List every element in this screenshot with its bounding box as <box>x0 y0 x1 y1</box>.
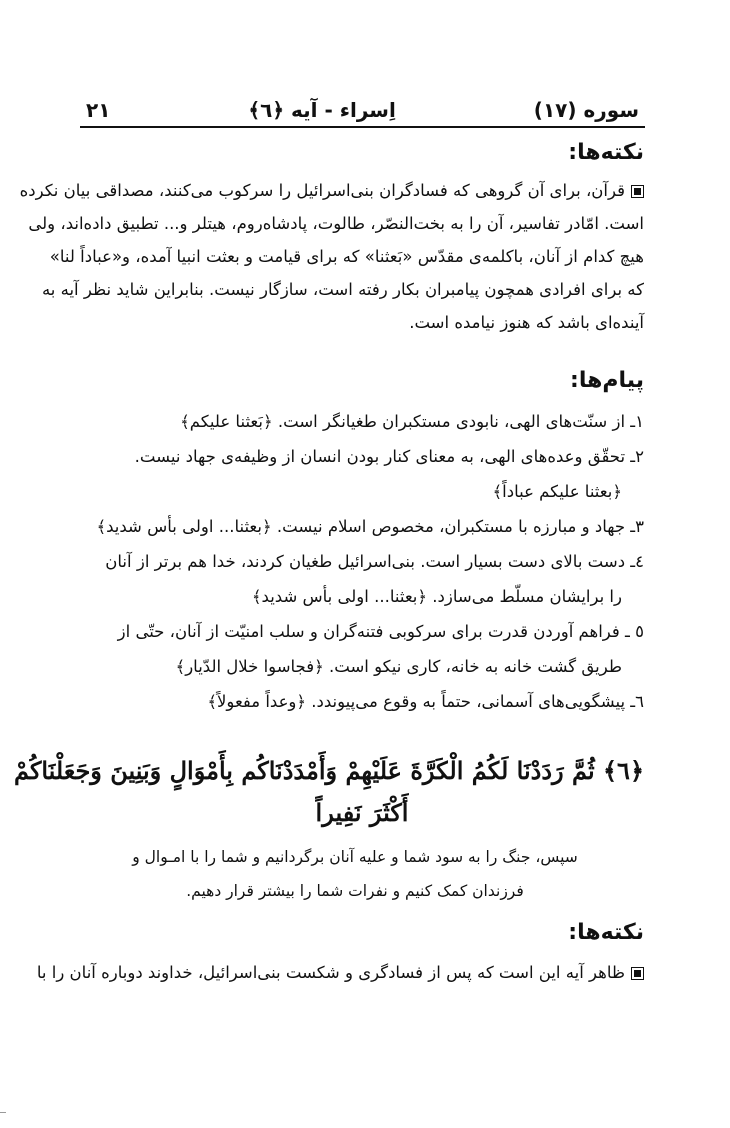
page-number: ۲۱ <box>86 98 111 122</box>
notes-heading-1: نکته‌ها: <box>568 140 644 165</box>
message-item-2: ۲ـ تحقّق وعده‌های الهی، به معنای کنار بودن انسان از وظیفه‌ی جهاد نیست. <box>134 447 644 466</box>
notes-line: است. امّادر تفاسیر، آن را به بخت‌النصّر، طالوت، پادشاه‌روم، هیتلر و... تطبیق داده‌اند، ولی <box>28 214 644 233</box>
message-item-2-cont: ﴿بعثنا علیکم عباداً﴾ <box>492 482 622 501</box>
notes-line: که برای افرادی همچون پیامبران بکار رفته است، سازگار نیست. بنابراین شاید نظر آیه به <box>41 280 644 299</box>
header-surah: سوره (۱۷) <box>533 98 639 122</box>
notes-line: آینده‌ای باشد که هنوز نیامده است. <box>409 313 644 332</box>
notes-paragraph-2 <box>36 956 644 989</box>
quran-verse <box>13 750 644 834</box>
header-verse-title: اِسراء - آیه ﴿٦﴾ <box>248 98 396 122</box>
translation-line: سپس، جنگ را به سود شما و علیه آنان برگردانیم و شما را با امـوال و <box>132 848 578 866</box>
bullet-square-icon <box>631 185 644 198</box>
notes-line: هیچ کدام از آنان، باکلمه‌ی مقدّس «بَعثنا» که برای قیامت و بعثت انبیا آمده، و«عباداً لنا» <box>49 247 644 266</box>
notes-heading-2: نکته‌ها: <box>568 920 644 945</box>
notes-line: قرآن، برای آن گروهی که فسادگران بنی‌اسرائیل را سرکوب می‌کنند، مصداقی بیان نکرده <box>80 174 644 207</box>
message-item-5: ٥ ـ فراهم آوردن قدرت برای سرکوبی فتنه‌گران و سلب امنیّت از آنان، حتّی از <box>117 622 644 641</box>
messages-heading: پیام‌ها: <box>570 368 644 393</box>
notes-line: ظاهر آیه این است که پس از فسادگری و شکست بنی‌اسرائیل، خداوند دوباره آنان را با <box>80 956 644 989</box>
message-item-1: ۱ـ از سنّت‌های الهی، نابودی مستکبران طغیانگر است. ﴿بَعثنا علیکم﴾ <box>180 412 644 431</box>
message-item-5-cont: طریق گشت خانه به خانه، کاری نیکو است. ﴿فجاسوا خلال الدّیار﴾ <box>175 657 622 676</box>
scan-mark <box>0 1112 6 1113</box>
verse-line: ﴿٦﴾ ثُمَّ رَدَدْنَا لَكُمُ الْكَرَّةَ عَلَيْهِمْ وَأَمْدَدْنَاكُم بِأَمْوَالٍ وَبَنِينَ وَجَعَلْنَاكُمْ <box>13 756 644 785</box>
verse-translation <box>100 840 610 908</box>
bullet-square-icon <box>631 967 644 980</box>
messages-list <box>80 404 644 719</box>
notes-paragraph-1 <box>19 174 644 339</box>
message-item-4-cont: را برایشان مسلّط می‌سازد. ﴿بعثنا... اولی بأس شدید﴾ <box>251 587 622 606</box>
message-item-3: ۳ـ جهاد و مبارزه با مستکبران، مخصوص اسلام نیست. ﴿بعثنا... اولی بأس شدید﴾ <box>96 517 644 536</box>
message-item-4: ٤ـ دست بالای دست بسیار است. بنی‌اسرائیل طغیان کردند، خدا هم برتر از آنان <box>105 552 644 571</box>
verse-line: أَكْثَرَ نَفِيراً <box>315 798 409 827</box>
message-item-6: ٦ـ پیشگویی‌های آسمانی، حتماً به وقوع می‌پیوندد. ﴿وعداً مفعولاً﴾ <box>207 692 644 711</box>
translation-line: فرزندان کمک کنیم و نفرات شما را بیشتر قرار دهیم. <box>186 882 524 900</box>
page-header <box>80 88 645 128</box>
